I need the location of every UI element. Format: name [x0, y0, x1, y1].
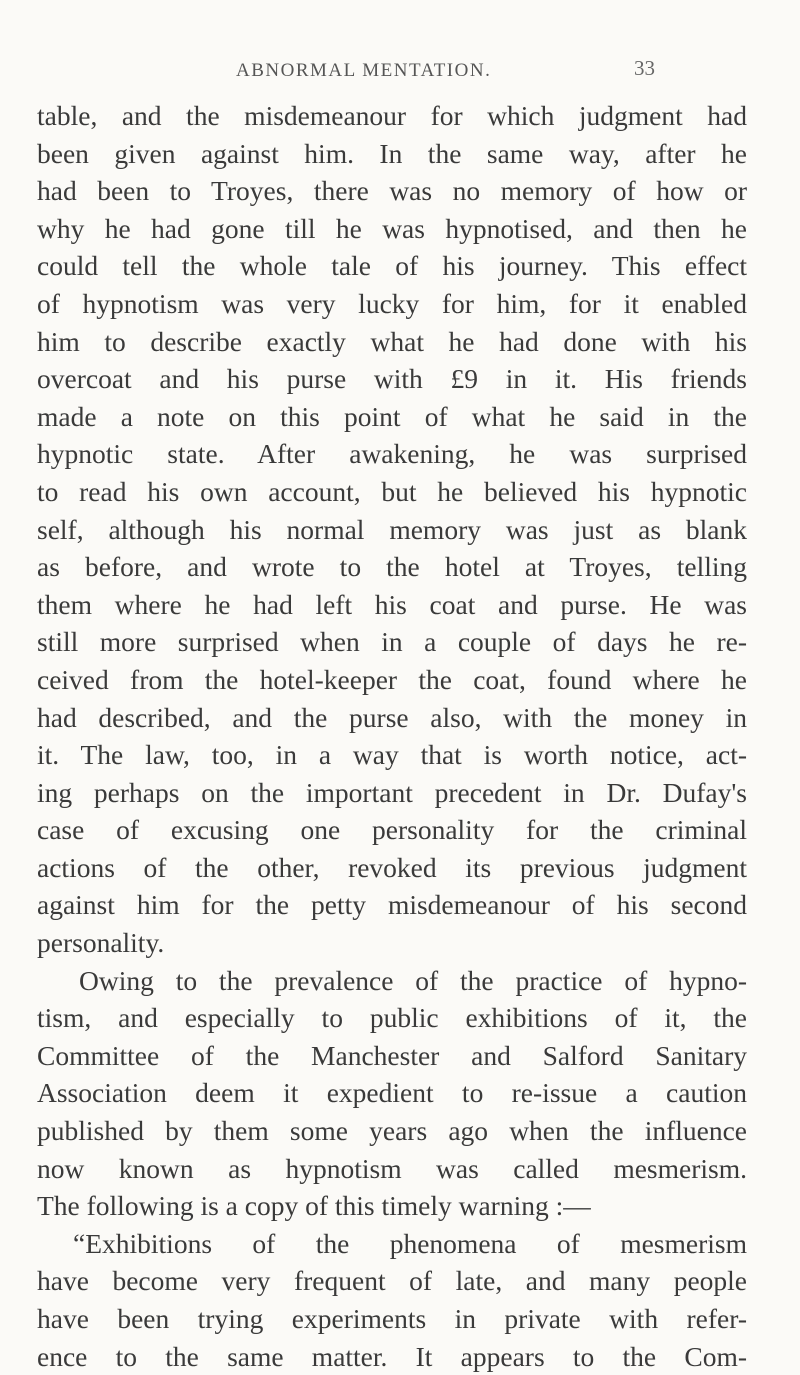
- text-line: had been to Troyes, there was no memory of how or: [37, 175, 747, 207]
- paragraph-start-line: Owing to the prevalence of the practice of hypno-: [79, 964, 747, 996]
- text-line: made a note on this point of what he said in the: [37, 400, 747, 432]
- text-line: self, although his normal memory was just as blank: [37, 513, 747, 545]
- text-line: have been trying experiments in private with refer-: [37, 1303, 747, 1334]
- text-line: him to describe exactly what he had done with his: [37, 325, 747, 357]
- text-line: published by them some years ago when the influence: [37, 1115, 747, 1147]
- quotation-start-line: “Exhibitions of the phenomena of mesmerism: [73, 1227, 747, 1259]
- text-line: why he had gone till he was hypnotised, and then he: [37, 212, 747, 244]
- text-line: overcoat and his purse with £9 in it. His friends: [37, 363, 747, 395]
- paragraph-end-line: The following is a copy of this timely warning :—: [37, 1190, 591, 1222]
- text-line: as before, and wrote to the hotel at Troyes, telling: [37, 551, 747, 583]
- text-line: case of excusing one personality for the criminal: [37, 814, 747, 846]
- text-line: had described, and the purse also, with the money in: [37, 701, 747, 733]
- text-line: ence to the same matter. It appears to the Com-: [37, 1340, 747, 1372]
- text-line: still more surprised when in a couple of days he re-: [37, 626, 747, 658]
- text-line: tism, and especially to public exhibitions of it, the: [37, 1002, 747, 1034]
- body-text: [37, 97, 747, 1375]
- running-head: [0, 56, 800, 96]
- running-title: ABNORMAL MENTATION.: [236, 60, 492, 81]
- text-line: table, and the misdemeanour for which judgment had: [37, 100, 747, 131]
- text-line: could tell the whole tale of his journey. This effect: [37, 250, 747, 282]
- text-line: actions of the other, revoked its previous judgment: [37, 851, 747, 883]
- page-number: 33: [634, 56, 655, 80]
- text-line: of hypnotism was very lucky for him, for it enabled: [37, 287, 747, 319]
- text-line: to read his own account, but he believed his hypnotic: [37, 475, 747, 507]
- text-line: Committee of the Manchester and Salford Sanitary: [37, 1039, 747, 1071]
- text-line: against him for the petty misdemeanour of his second: [37, 889, 747, 921]
- paragraph-end-line: personality.: [37, 927, 165, 959]
- text-line: now known as hypnotism was called mesmerism.: [37, 1152, 747, 1184]
- text-line: it. The law, too, in a way that is worth notice, act-: [37, 739, 747, 771]
- text-line: ing perhaps on the important precedent in Dr. Dufay's: [37, 776, 747, 808]
- text-line: been given against him. In the same way, after he: [37, 137, 747, 169]
- text-line: them where he had left his coat and purse. He was: [37, 588, 747, 620]
- text-line: hypnotic state. After awakening, he was surprised: [37, 438, 747, 470]
- text-line: have become very frequent of late, and many people: [37, 1265, 747, 1297]
- text-line: Association deem it expedient to re-issue a caution: [37, 1077, 747, 1109]
- text-line: ceived from the hotel-keeper the coat, found where he: [37, 663, 747, 695]
